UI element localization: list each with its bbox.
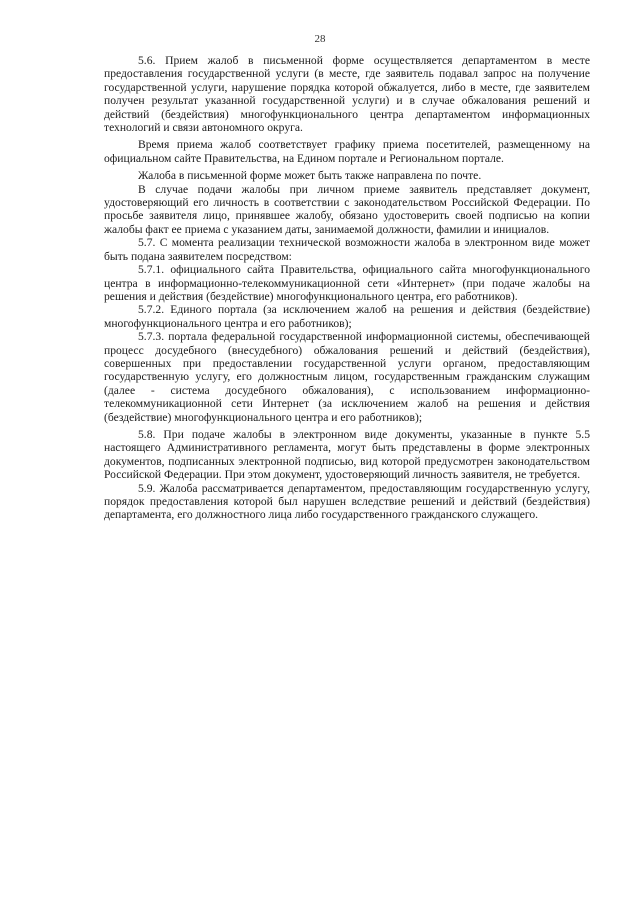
- paragraph-5-8: 5.8. При подаче жалобы в электронном виде документы, указанные в пункте 5.5 настоящего Административного регламента, могут быть представлены в форме электронных документов, подписанных электронной подписью, вид которой предусмотрен законодательством Российской Федерации. При этом документ, удостоверяющий личность заявителя, не требуется.: [104, 427, 590, 482]
- paragraph-5-7-3: 5.7.3. портала федеральной государственной информационной системы, обеспечивающей процесс досудебного (внесудебного) обжалования решений и действий (бездействия), совершенных при предоставлении государственной услуги органом, предоставляющим государственную услугу, его должностным лицом, государственным гражданским служащим (далее - система досудебного обжалования), с использованием информационно-телекоммуникационной сети Интернет (за исключением жалоб на решения и действия (бездействие) многофункционального центра и его работников);: [104, 330, 590, 424]
- document-body: [104, 54, 590, 522]
- page-number: 28: [314, 33, 326, 45]
- paragraph-5-7-2: 5.7.2. Единого портала (за исключением жалоб на решения и действия (бездействие) многофункционального центра и его работников);: [104, 303, 590, 330]
- paragraph-5-9: 5.9. Жалоба рассматривается департаментом, предоставляющим государственную услугу, порядок предоставления которой был нарушен вследствие решений и действий (бездействия) департамента, его должностного лица либо государственного гражданского служащего.: [104, 481, 590, 522]
- paragraph-5-7-1: 5.7.1. официального сайта Правительства, официального сайта многофункционального центра в информационно-телекоммуникационной сети «Интернет» (при подаче жалобы на решения и действия (бездействие) многофункционального центра, его работников).: [104, 263, 590, 303]
- paragraph-personal-reception: В случае подачи жалобы при личном приеме заявитель представляет документ, удостоверяющий его личность в соответствии с законодательством Российской Федерации. По просьбе заявителя лицо, принявшее жалобу, обязано удостоверить своей подписью на копии жалобы факт ее приема с указанием даты, занимаемой должности, фамилии и инициалов.: [104, 182, 590, 236]
- paragraph-5-7: 5.7. С момента реализации технической возможности жалоба в электронном виде может быть подана заявителем посредством:: [104, 236, 590, 263]
- paragraph-5-6: 5.6. Прием жалоб в письменной форме осуществляется департаментом в месте предоставления государственной услуги (в месте, где заявитель подавал запрос на получение государственной услуги, нарушение порядка которой обжалуется, либо в месте, где заявителем получен результат указанной государственной услуги) и в случае обжалования решений и действий (бездействия) многофункционального центра департаментом информационных технологий и связи автономного округа.: [104, 54, 590, 135]
- paragraph-mail: Жалоба в письменной форме может быть также направлена по почте.: [138, 169, 482, 183]
- paragraph-reception-time: Время приема жалоб соответствует графику приема посетителей, размещенному на официальном сайте Правительства, на Едином портале и Региональном портале.: [104, 138, 590, 165]
